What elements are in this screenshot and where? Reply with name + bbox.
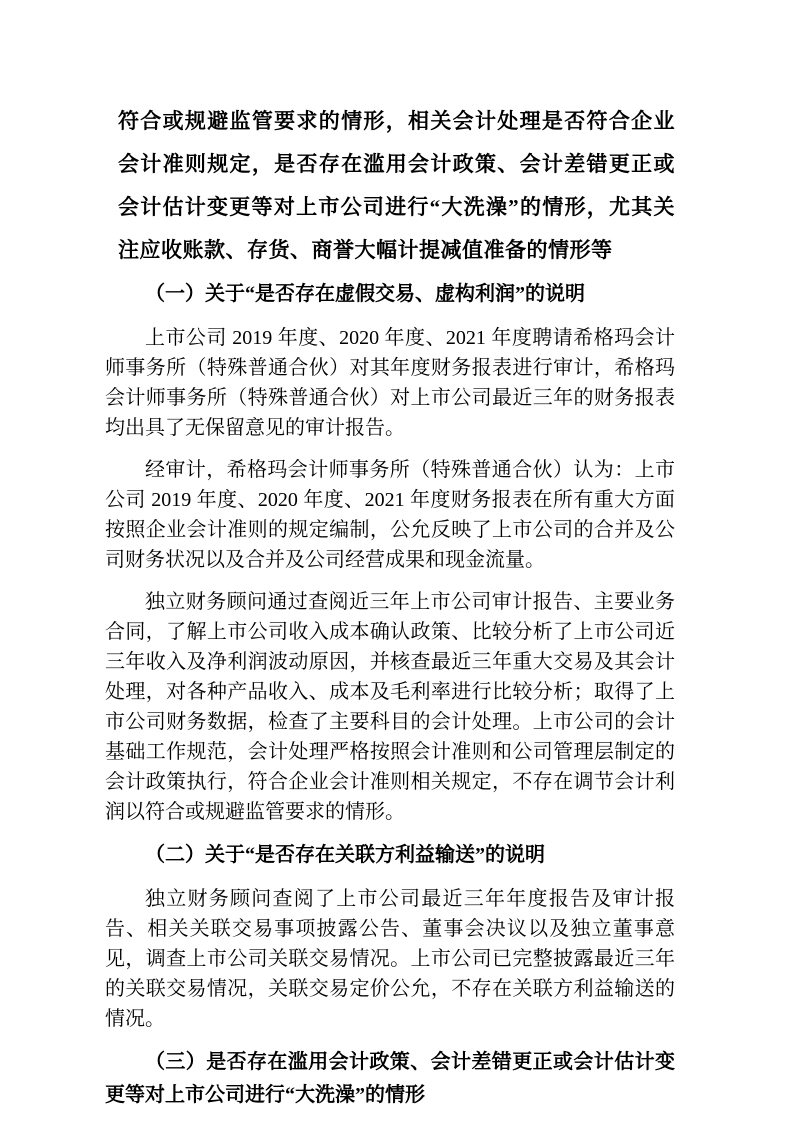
intro-bold-heading: 符合或规避监管要求的情形，相关会计处理是否符合企业会计准则规定，是否存在滥用会计政策、会计差错更正或会计估计变更等对上市公司进行“大洗澡”的情形，尤其关注应收账款、存货、商誉大幅计提减值准备的情形等 [118, 109, 675, 262]
section-1-paragraph-1: 上市公司 2019 年度、2020 年度、2021 年度聘请希格玛会计师事务所（特殊普通合伙）对其年度财务报表进行审计，希格玛会计师事务所（特殊普通合伙）对上市公司最近三年的财务报表均出具了无保留意见的审计报告。 [105, 327, 675, 439]
section-2-heading: （二）关于“是否存在关联方利益输送”的说明 [145, 844, 545, 866]
section-1-heading: （一）关于“是否存在虚假交易、虚构利润”的说明 [145, 283, 585, 305]
section-1-paragraph-2: 经审计，希格玛会计师事务所（特殊普通合伙）认为：上市公司 2019 年度、2020 年度、2021 年度财务报表在所有重大方面按照企业会计准则的规定编制，公允反映了上市公司的合并及公司财务状况以及合并及公司经营成果和现金流量。 [105, 459, 675, 571]
section-1-paragraph-3: 独立财务顾问通过查阅近三年上市公司审计报告、主要业务合同，了解上市公司收入成本确认政策、比较分析了上市公司近三年收入及净利润波动原因，并核查最近三年重大交易及其会计处理，对各种产品收入、成本及毛利率进行比较分析；取得了上市公司财务数据，检查了主要科目的会计处理。上市公司的会计基础工作规范，会计处理严格按照会计准则和公司管理层制定的会计政策执行，符合企业会计准则相关规定，不存在调节会计利润以符合或规避监管要求的情形。 [105, 591, 675, 823]
section-3-heading: （三）是否存在滥用会计政策、会计差错更正或会计估计变更等对上市公司进行“大洗澡”的情形 [105, 1051, 675, 1106]
section-2-paragraph-1: 独立财务顾问查阅了上市公司最近三年年度报告及审计报告、相关关联交易事项披露公告、董事会决议以及独立董事意见，调查上市公司关联交易情况。上市公司已完整披露最近三年的关联交易情况，关联交易定价公允，不存在关联方利益输送的情况。 [105, 888, 675, 1030]
document-content [105, 0, 675, 1112]
